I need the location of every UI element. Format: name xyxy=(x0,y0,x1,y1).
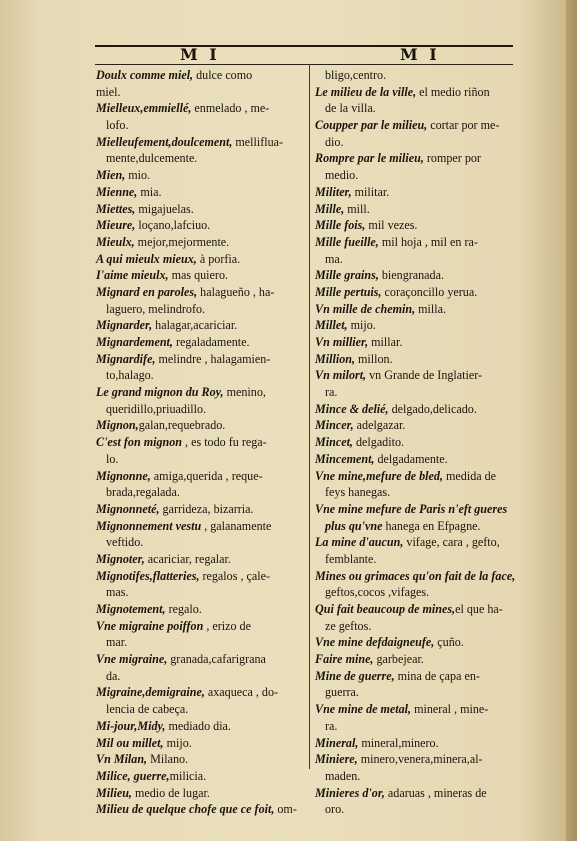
entry-line xyxy=(315,601,520,618)
headword: Mincer, xyxy=(315,418,354,433)
entry-line xyxy=(96,584,306,601)
entry-line xyxy=(96,484,306,501)
entry-line xyxy=(315,351,520,368)
translation: mediado dia. xyxy=(165,718,231,733)
headword: Mincement, xyxy=(315,451,375,466)
entry-line xyxy=(315,317,520,334)
entry-line xyxy=(96,634,306,651)
translation: , galanamente xyxy=(201,518,272,533)
headword: Mielleufement,doulcement, xyxy=(96,134,233,149)
headword: Mignardife, xyxy=(96,351,156,366)
entry-line xyxy=(315,451,520,468)
headword: Vne migraine, xyxy=(96,652,168,667)
headword: Mille, xyxy=(315,201,345,216)
headword: La mine d'aucun, xyxy=(315,535,404,550)
entry-line xyxy=(96,468,306,485)
translation: da. xyxy=(106,668,121,683)
translation: medida de xyxy=(442,468,497,483)
translation: garrideza, bizarria. xyxy=(159,501,254,516)
headword: Mil ou millet, xyxy=(96,735,164,750)
translation: granada,cafarigrana xyxy=(167,652,266,667)
headword: Mince & delié, xyxy=(315,401,389,416)
translation: halagueño , ha- xyxy=(197,284,275,299)
entry-line xyxy=(96,84,306,101)
translation: lo. xyxy=(106,451,119,466)
entry-line xyxy=(96,217,306,234)
entry-line xyxy=(96,251,306,268)
entry-line xyxy=(315,67,520,84)
headword: Vne mine mefure de Paris n'eft gueres xyxy=(315,501,508,516)
entry-line xyxy=(315,751,520,768)
translation: adaruas , mineras de xyxy=(384,785,487,800)
translation: galan,requebrado. xyxy=(138,418,226,433)
headword: Mille grains, xyxy=(315,268,379,283)
headword: Mignoter, xyxy=(96,551,145,566)
headword: C'est fon mignon xyxy=(96,435,183,450)
translation: mia. xyxy=(137,184,162,199)
entry-line xyxy=(315,201,520,218)
translation: mio. xyxy=(125,168,151,183)
entry-line xyxy=(315,134,520,151)
entry-line xyxy=(96,334,306,351)
headword: Vne mine de metal, xyxy=(315,702,412,717)
translation: loçano,lafciuo. xyxy=(135,218,211,233)
entry-line xyxy=(96,67,306,84)
translation: mijo. xyxy=(347,318,376,333)
entry-line xyxy=(315,735,520,752)
entry-line xyxy=(315,251,520,268)
entry-line xyxy=(96,568,306,585)
translation: geftos,cocos ,vifages. xyxy=(325,585,430,600)
translation: om- xyxy=(274,802,297,817)
entry-line xyxy=(315,434,520,451)
entry-line xyxy=(315,384,520,401)
entry-line xyxy=(96,701,306,718)
headword: Mille fois, xyxy=(315,218,366,233)
headword: Rompre par le milieu, xyxy=(315,151,424,166)
translation: enmelado , me- xyxy=(191,101,270,116)
headword: Vne mine,mefure de bled, xyxy=(315,468,443,483)
entry-line xyxy=(315,217,520,234)
headword: Vn millier, xyxy=(315,335,369,349)
headword: Mignotement, xyxy=(96,602,166,616)
translation: coraçoncillo yerua. xyxy=(381,284,478,299)
translation: çuño. xyxy=(434,635,464,650)
translation: vn Grande de Inglatier- xyxy=(366,368,483,383)
entry-line xyxy=(96,534,306,551)
header-rule-lower xyxy=(95,64,513,65)
entry-line xyxy=(96,718,306,735)
headword: Minieres d'or, xyxy=(315,785,385,800)
entry-line xyxy=(315,334,520,351)
entry-line xyxy=(315,267,520,284)
headword: Mignarder, xyxy=(96,318,153,333)
entry-line xyxy=(96,150,306,167)
headword: Mielleux,emmiellé, xyxy=(96,101,192,116)
translation: mar. xyxy=(106,635,128,650)
entry-line xyxy=(96,134,306,151)
headword: Mignardement, xyxy=(96,335,173,349)
entry-line xyxy=(96,284,306,301)
entry-line xyxy=(96,234,306,251)
entry-line xyxy=(96,417,306,434)
headword: Miettes, xyxy=(96,201,136,216)
entry-line xyxy=(315,701,520,718)
translation: milicia. xyxy=(169,768,207,783)
headword: Milice, guerre, xyxy=(96,768,170,783)
column-divider xyxy=(309,64,310,769)
headword: Qui fait beaucoup de mines, xyxy=(315,602,456,616)
translation: biengranada. xyxy=(378,268,444,283)
translation: romper por xyxy=(423,151,481,166)
translation: menino, xyxy=(223,385,266,400)
translation: bligo,centro. xyxy=(325,68,387,82)
translation: millar. xyxy=(368,335,403,349)
translation: to,halago. xyxy=(106,368,154,383)
headword: Mignon, xyxy=(96,418,139,433)
headword: Mignonnement vestu xyxy=(96,518,202,533)
translation: amiga,querida , reque- xyxy=(150,468,263,483)
translation: mineral , mine- xyxy=(411,702,489,717)
translation: mijo. xyxy=(163,735,192,750)
entry-line xyxy=(315,150,520,167)
headword: Vne migraine poiffon xyxy=(96,618,204,633)
headword: Miniere, xyxy=(315,752,358,767)
translation: brada,regalada. xyxy=(106,485,180,500)
translation: dulce como xyxy=(193,68,253,82)
headword: Mignonne, xyxy=(96,468,151,483)
headword: Mien, xyxy=(96,168,126,183)
headword: Migraine,demigraine, xyxy=(96,685,205,700)
translation: mineral,minero. xyxy=(358,735,439,750)
translation: veftido. xyxy=(106,535,144,550)
entry-line xyxy=(96,100,306,117)
entry-line xyxy=(96,267,306,284)
translation: feys hanegas. xyxy=(325,485,391,500)
entry-line xyxy=(315,718,520,735)
translation: el que ha- xyxy=(455,602,503,616)
headword: Vne mine defdaigneufe, xyxy=(315,635,435,650)
left-column xyxy=(96,67,306,818)
translation: medio. xyxy=(325,168,359,183)
translation: mill. xyxy=(344,201,370,216)
entry-line xyxy=(96,518,306,535)
entry-line xyxy=(315,468,520,485)
headword: Vn milort, xyxy=(315,368,367,383)
translation: laguero, melindrofo. xyxy=(106,301,206,316)
entry-line xyxy=(96,735,306,752)
entry-line xyxy=(315,501,520,518)
translation: lencia de cabeça. xyxy=(106,702,189,717)
entry-line xyxy=(96,184,306,201)
headword: Mine de guerre, xyxy=(315,668,395,683)
headword: Mieure, xyxy=(96,218,136,233)
translation: delgadamente. xyxy=(374,451,448,466)
entry-line xyxy=(315,568,520,585)
entry-line xyxy=(96,768,306,785)
translation: mejor,mejormente. xyxy=(134,234,230,249)
translation: mil vezes. xyxy=(365,218,418,233)
translation: mina de çapa en- xyxy=(394,668,480,683)
entry-line xyxy=(96,618,306,635)
translation: mas quiero. xyxy=(168,268,229,283)
headword: Mieulx, xyxy=(96,234,135,249)
entry-line xyxy=(96,317,306,334)
translation: , es todo fu rega- xyxy=(182,435,267,450)
translation: ma. xyxy=(325,251,343,266)
translation: el medio riñon xyxy=(416,84,490,99)
entry-line xyxy=(96,117,306,134)
entry-line xyxy=(96,751,306,768)
translation: Milano. xyxy=(147,752,189,767)
translation: halagar,acariciar. xyxy=(152,318,238,333)
translation: vifage, cara , gefto, xyxy=(403,535,500,550)
translation: femblante. xyxy=(325,551,377,566)
headword: Mignonneté, xyxy=(96,501,160,516)
headword: Millet, xyxy=(315,318,348,333)
page-edge xyxy=(566,0,577,841)
headword: Million, xyxy=(315,351,355,366)
entry-line xyxy=(96,367,306,384)
translation: , erizo de xyxy=(203,618,251,633)
entry-line xyxy=(96,351,306,368)
entry-line xyxy=(315,584,520,601)
entry-line xyxy=(315,117,520,134)
entry-line xyxy=(96,684,306,701)
entry-line xyxy=(315,301,520,318)
translation: ra. xyxy=(325,385,338,400)
entry-line xyxy=(96,401,306,418)
entry-line xyxy=(315,768,520,785)
right-column xyxy=(315,67,520,818)
entry-line xyxy=(96,384,306,401)
headword: Coupper par le milieu, xyxy=(315,118,428,133)
running-head-right: M I xyxy=(400,45,440,64)
headword: Mille pertuis, xyxy=(315,284,382,299)
entry-line xyxy=(96,301,306,318)
entry-line xyxy=(315,401,520,418)
entry-line xyxy=(315,618,520,635)
headword: Doulx comme miel, xyxy=(96,68,194,82)
translation: oro. xyxy=(325,802,345,817)
translation: militar. xyxy=(351,184,390,199)
translation: migajuelas. xyxy=(135,201,194,216)
entry-line xyxy=(315,534,520,551)
translation: miel. xyxy=(96,84,121,99)
headword: Vn mille de chemin, xyxy=(315,301,416,316)
translation: medio de lugar. xyxy=(131,785,210,800)
entry-line xyxy=(96,201,306,218)
headword: I'aime mieulx, xyxy=(96,268,169,283)
entry-line xyxy=(315,684,520,701)
headword: Vn Milan, xyxy=(96,752,148,767)
translation: mil hoja , mil en ra- xyxy=(378,234,478,249)
entry-line xyxy=(315,284,520,301)
translation: ze geftos. xyxy=(325,618,372,633)
entry-line xyxy=(315,234,520,251)
translation: axaqueca , do- xyxy=(204,685,279,700)
translation: delgado,delicado. xyxy=(388,401,477,416)
entry-line xyxy=(96,601,306,618)
entry-line xyxy=(96,551,306,568)
translation: de la villa. xyxy=(325,101,376,116)
entry-line xyxy=(315,801,520,818)
translation: millon. xyxy=(355,351,393,366)
entry-line xyxy=(96,434,306,451)
headword: Mines ou grimaces qu'on fait de la face, xyxy=(315,568,516,583)
headword: Militer, xyxy=(315,184,352,199)
translation: regalo. xyxy=(165,602,202,616)
translation: hanega en Efpagne. xyxy=(382,518,481,533)
headword: Milieu de quelque chofe que ce foit, xyxy=(96,802,275,817)
translation: minero,venera,minera,al- xyxy=(357,752,483,767)
entry-line xyxy=(315,167,520,184)
headword: Mignotifes,flatteries, xyxy=(96,568,200,583)
headword: Faire mine, xyxy=(315,652,374,667)
entry-line xyxy=(96,167,306,184)
entry-line xyxy=(96,651,306,668)
headword: Mineral, xyxy=(315,735,359,750)
headword: Mienne, xyxy=(96,184,138,199)
header-rule xyxy=(95,45,513,47)
entry-line xyxy=(315,84,520,101)
headword: Mille fueille, xyxy=(315,234,379,249)
entry-line xyxy=(315,184,520,201)
entry-line xyxy=(96,801,306,818)
entry-line xyxy=(315,785,520,802)
entry-line xyxy=(315,634,520,651)
entry-line xyxy=(315,668,520,685)
translation: acariciar, regalar. xyxy=(144,551,231,566)
translation: à porfia. xyxy=(196,251,241,266)
headword: plus qu'vne xyxy=(325,518,383,533)
translation: guerra. xyxy=(325,685,359,700)
entry-line xyxy=(315,518,520,535)
entry-line xyxy=(315,484,520,501)
headword: Mi-jour,Midy, xyxy=(96,718,166,733)
translation: milla. xyxy=(415,301,447,316)
entry-line xyxy=(315,651,520,668)
translation: maden. xyxy=(325,768,361,783)
entry-line xyxy=(315,100,520,117)
running-head-left: M I xyxy=(180,45,220,64)
translation: mas. xyxy=(106,585,129,600)
translation: delgadito. xyxy=(352,435,405,450)
translation: cortar por me- xyxy=(427,118,500,133)
entry-line xyxy=(315,551,520,568)
translation: lofo. xyxy=(106,118,129,133)
translation: regalos , çale- xyxy=(199,568,270,583)
translation: mente,dulcemente. xyxy=(106,151,198,166)
translation: garbejear. xyxy=(373,652,424,667)
translation: melliflua- xyxy=(232,134,284,149)
entry-line xyxy=(96,451,306,468)
entry-line xyxy=(96,668,306,685)
headword: A qui mieulx mieux, xyxy=(96,251,197,266)
entry-line xyxy=(315,367,520,384)
headword: Le milieu de la ville, xyxy=(315,84,417,99)
translation: ra. xyxy=(325,718,338,733)
translation: regaladamente. xyxy=(172,335,250,349)
translation: queridillo,priuadillo. xyxy=(106,401,207,416)
entry-line xyxy=(96,785,306,802)
headword: Milieu, xyxy=(96,785,132,800)
translation: dio. xyxy=(325,134,344,149)
translation: melindre , halagamien- xyxy=(155,351,271,366)
headword: Le grand mignon du Roy, xyxy=(96,385,224,400)
translation: adelgazar. xyxy=(353,418,406,433)
headword: Mignard en paroles, xyxy=(96,284,198,299)
entry-line xyxy=(315,417,520,434)
headword: Mincet, xyxy=(315,435,353,450)
entry-line xyxy=(96,501,306,518)
